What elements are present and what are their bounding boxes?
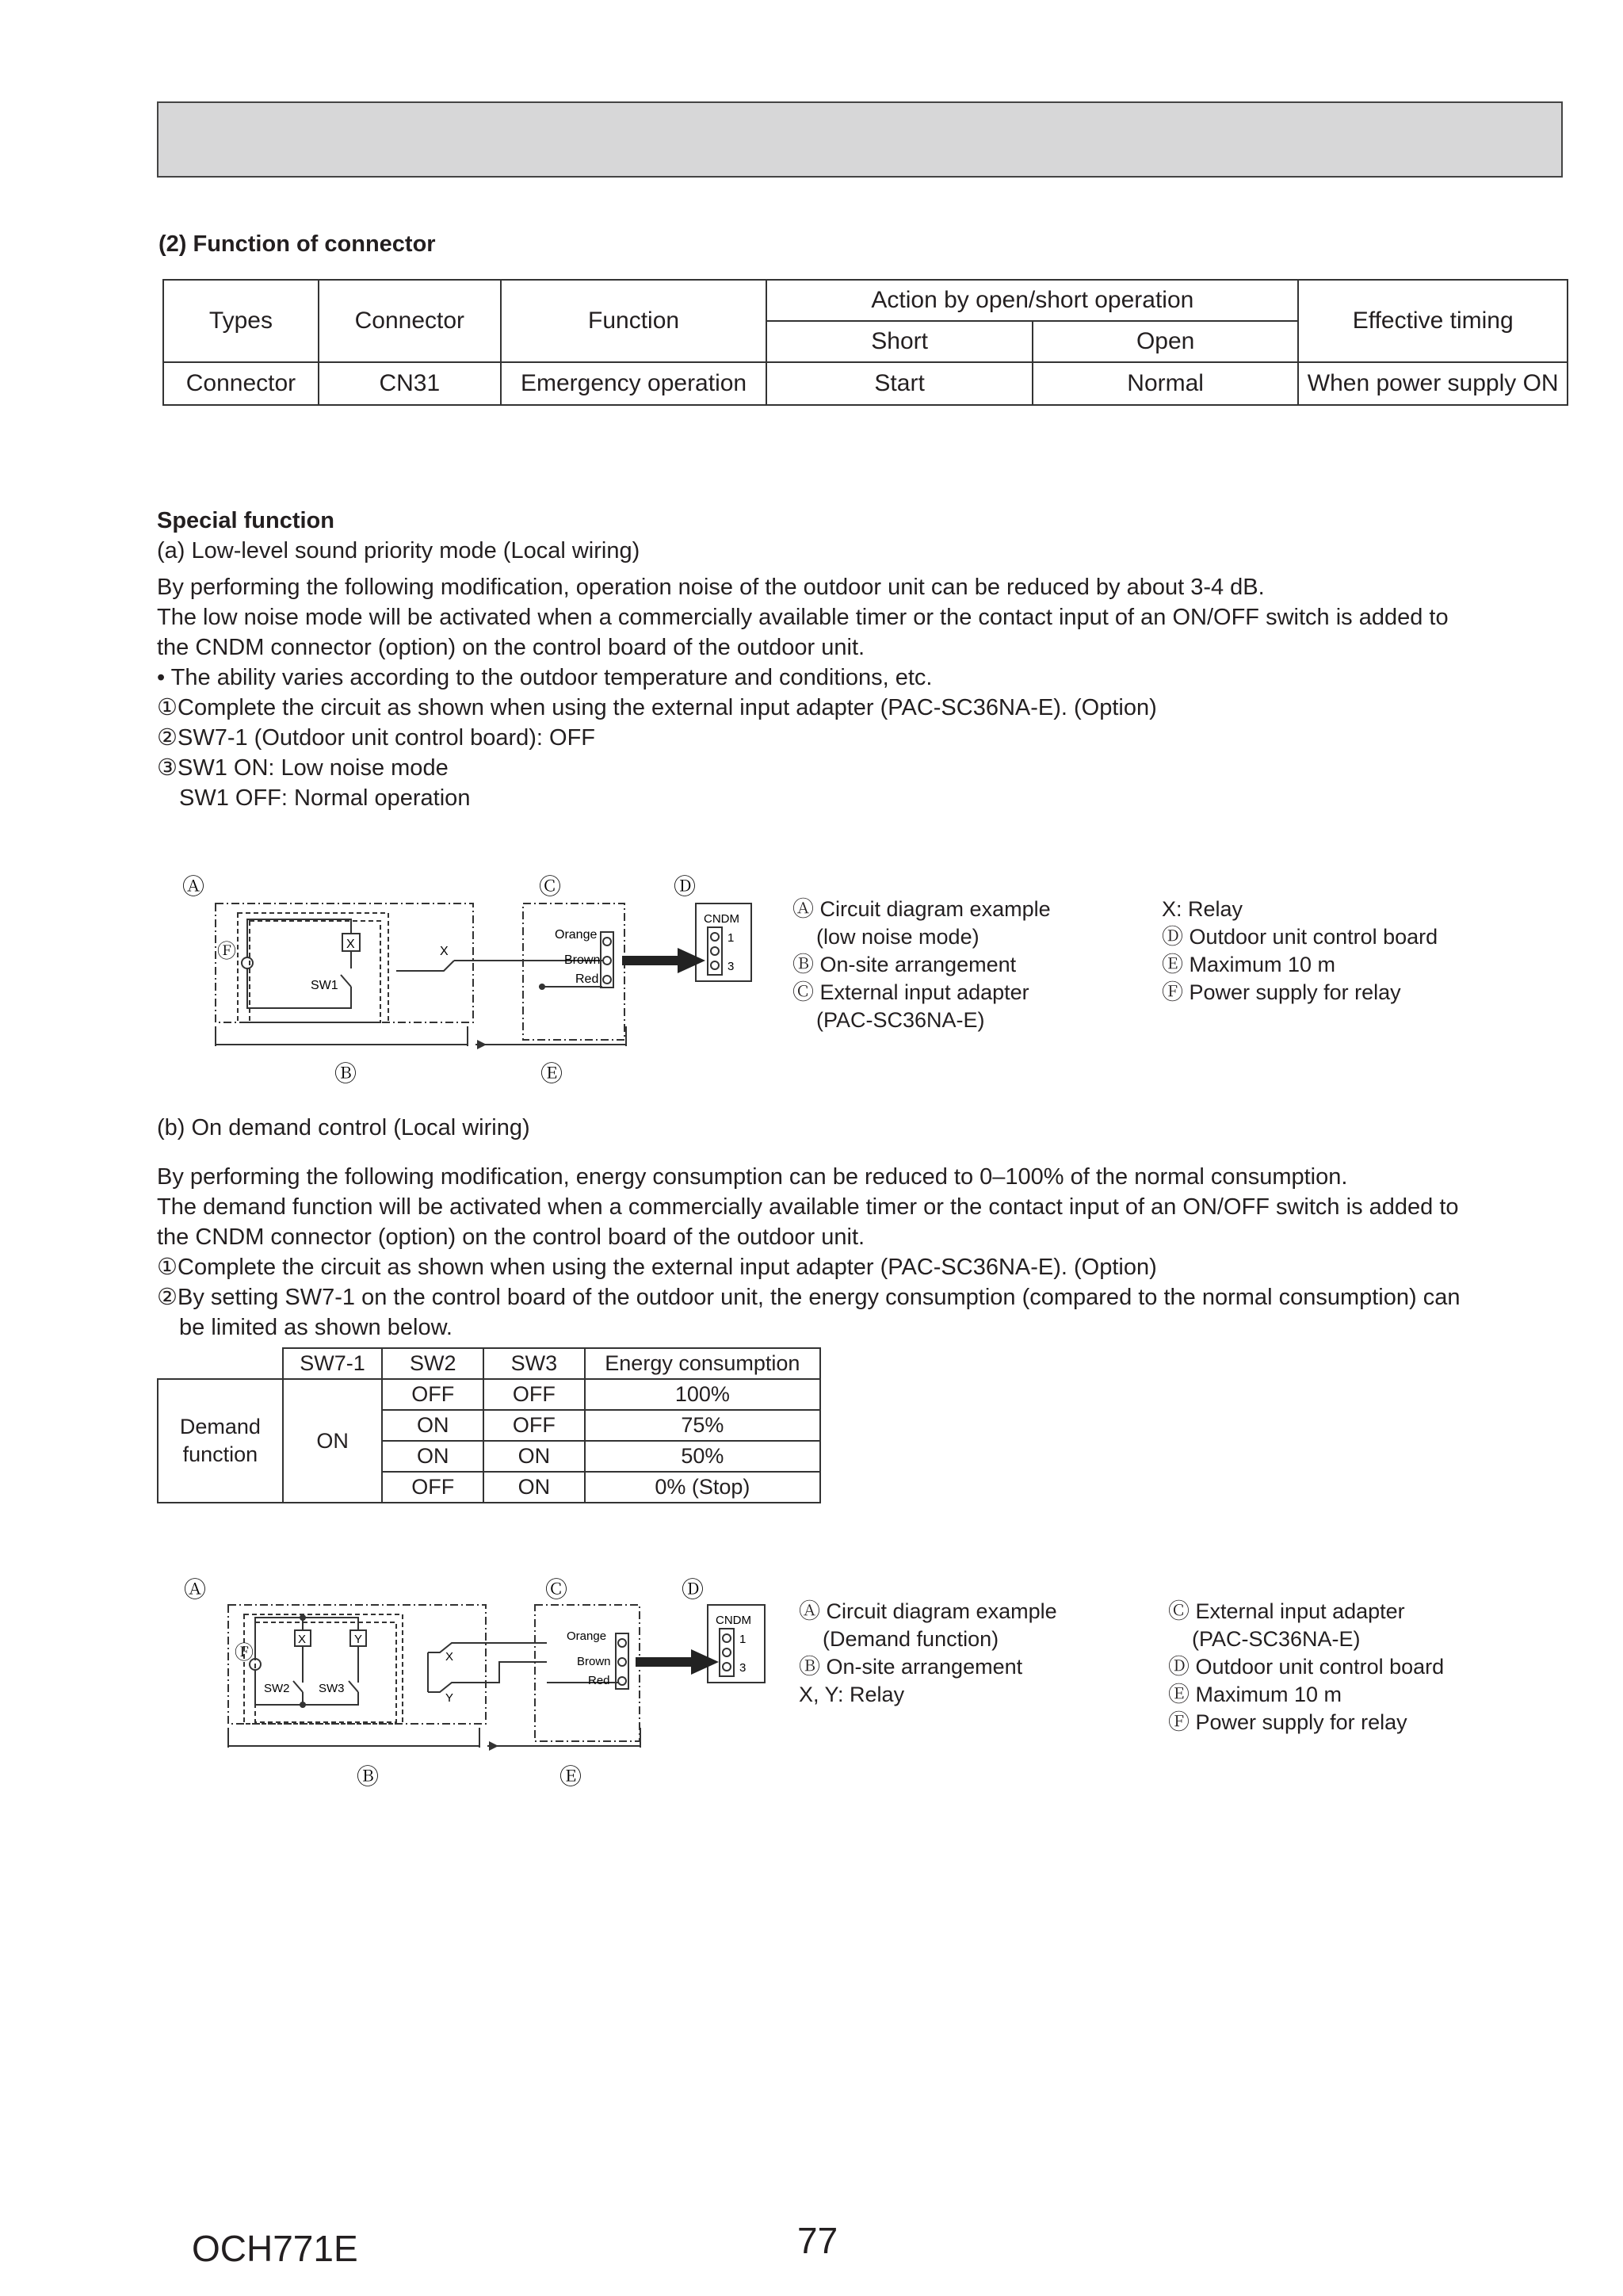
b-title: (b) On demand control (Local wiring) <box>157 1115 530 1140</box>
a-line: ②SW7-1 (Outdoor unit control board): OFF <box>157 725 596 751</box>
cell-open: Normal <box>1033 362 1299 405</box>
legend-item: Ⓐ Circuit diagram example <box>792 897 1051 921</box>
legend-item: Ⓑ On-site arrangement <box>799 1655 1023 1679</box>
wire-orange-label: Orange <box>567 1629 607 1643</box>
cell-timing: When power supply ON <box>1298 362 1568 405</box>
cell-energy: 50% <box>585 1441 820 1472</box>
a-line: The low noise mode will be activated when a commercially available timer or the contact input of an ON/OFF switch is added to <box>157 605 1449 630</box>
relay-x-contact-label: X <box>440 945 449 958</box>
legend-item: (low noise mode) <box>816 925 980 949</box>
special-heading: Special function <box>157 508 334 533</box>
legend-item: (PAC-SC36NA-E) <box>1192 1627 1361 1651</box>
legend-item: Ⓒ External input adapter <box>792 980 1029 1004</box>
cell-sw2: ON <box>382 1441 483 1472</box>
cell-sw2: ON <box>382 1410 483 1441</box>
legend-item: Ⓓ Outdoor unit control board <box>1168 1655 1445 1679</box>
cell-energy: 100% <box>585 1379 820 1410</box>
pin3-label: 3 <box>727 960 735 973</box>
header-sw3: SW3 <box>483 1348 585 1379</box>
special-function-a <box>157 506 1575 813</box>
cell-short: Start <box>766 362 1033 405</box>
cell-sw3: ON <box>483 1441 585 1472</box>
marker-b: Ⓑ <box>357 1764 380 1789</box>
a-line: ③SW1 ON: Low noise mode <box>157 755 449 781</box>
marker-e: Ⓔ <box>540 1061 563 1086</box>
cell-sw3: ON <box>483 1472 585 1503</box>
cndm-label: CNDM <box>716 1614 751 1627</box>
legend-item: (Demand function) <box>823 1627 999 1651</box>
sw3-label: SW3 <box>319 1682 345 1695</box>
connector-table <box>162 279 1568 406</box>
pin3-label: 3 <box>739 1661 747 1675</box>
sw71-value: ON <box>283 1379 383 1503</box>
cell-energy: 75% <box>585 1410 820 1441</box>
diagram1-legend-right <box>1162 896 1438 1007</box>
marker-d: Ⓓ <box>682 1577 705 1602</box>
circuit-diagram-low-noise <box>158 864 792 1094</box>
sw1-label: SW1 <box>311 979 338 992</box>
header-timing: Effective timing <box>1298 280 1568 362</box>
header-action: Action by open/short operation <box>766 280 1298 321</box>
special-function-b <box>157 1113 1575 1343</box>
marker-c: Ⓒ <box>545 1577 568 1602</box>
b-line: the CNDM connector (option) on the control board of the outdoor unit. <box>157 1224 865 1250</box>
page-number: 77 <box>797 2220 838 2261</box>
legend-item: Ⓐ Circuit diagram example <box>799 1599 1057 1623</box>
header-bar <box>157 101 1563 178</box>
b-line: ①Complete the circuit as shown when using the external input adapter (PAC-SC36NA-E). (Option) <box>157 1255 1157 1280</box>
legend-item: Ⓒ External input adapter <box>1168 1599 1405 1623</box>
cell-function: Emergency operation <box>501 362 767 405</box>
relay-y-coil-label: Y <box>354 1633 363 1646</box>
header-connector: Connector <box>319 280 501 362</box>
cell-sw3: OFF <box>483 1410 585 1441</box>
legend-item: X, Y: Relay <box>799 1683 905 1706</box>
a-line: • The ability varies according to the outdoor temperature and conditions, etc. <box>157 665 933 690</box>
a-line: ①Complete the circuit as shown when using the external input adapter (PAC-SC36NA-E). (Option) <box>157 695 1157 720</box>
legend-item: Ⓔ Maximum 10 m <box>1168 1683 1342 1706</box>
cell-sw3: OFF <box>483 1379 585 1410</box>
wire-orange-label: Orange <box>555 928 598 942</box>
header-types: Types <box>163 280 319 362</box>
cell-energy: 0% (Stop) <box>585 1472 820 1503</box>
cell-types: Connector <box>163 362 319 405</box>
relay-x-coil-label: X <box>346 938 355 951</box>
relay-x-coil-label: X <box>298 1633 307 1646</box>
header-function: Function <box>501 280 767 362</box>
wire-red-label: Red <box>575 972 599 986</box>
pin1-label: 1 <box>739 1633 747 1646</box>
header-sw71: SW7-1 <box>283 1348 383 1379</box>
legend-item: Ⓕ Power supply for relay <box>1162 980 1401 1004</box>
marker-c: Ⓒ <box>539 874 562 899</box>
header-sw2: SW2 <box>382 1348 483 1379</box>
legend-item: Ⓓ Outdoor unit control board <box>1162 925 1438 949</box>
demand-table <box>157 1347 821 1503</box>
marker-b: Ⓑ <box>334 1061 357 1086</box>
marker-d: Ⓓ <box>674 874 697 899</box>
cell-sw2: OFF <box>382 1379 483 1410</box>
cell-connector: CN31 <box>319 362 501 405</box>
relay-x-contact-label: X <box>445 1650 454 1664</box>
header-open: Open <box>1033 321 1299 362</box>
pin1-label: 1 <box>727 931 735 945</box>
wire-red-label: Red <box>588 1674 610 1687</box>
diagram1-legend-left <box>792 896 1051 1034</box>
a-title: (a) Low-level sound priority mode (Local wiring) <box>157 538 640 563</box>
a-line: SW1 OFF: Normal operation <box>179 785 471 811</box>
marker-a: Ⓐ <box>182 874 205 899</box>
b-line: be limited as shown below. <box>179 1315 453 1340</box>
wire-brown-label: Brown <box>577 1655 611 1668</box>
marker-e: Ⓔ <box>559 1764 582 1789</box>
marker-a: Ⓐ <box>184 1577 207 1602</box>
sw2-label: SW2 <box>264 1682 290 1695</box>
circuit-diagram-demand <box>166 1565 800 1795</box>
b-line: By performing the following modification, energy consumption can be reduced to 0–100% of the normal consumption. <box>157 1164 1348 1190</box>
wire-brown-label: Brown <box>564 953 601 967</box>
a-line: By performing the following modification, operation noise of the outdoor unit can be reduced by about 3-4 dB. <box>157 575 1265 600</box>
b-line: ②By setting SW7-1 on the control board of the outdoor unit, the energy consumption (compared to the normal consumption) can <box>157 1285 1461 1310</box>
diagram2-legend-right <box>1168 1598 1444 1736</box>
legend-item: X: Relay <box>1162 897 1243 921</box>
demand-label: Demand function <box>158 1379 283 1503</box>
legend-item: Ⓑ On-site arrangement <box>792 953 1017 976</box>
marker-f: Ⓕ <box>217 941 236 962</box>
b-line: The demand function will be activated when a commercially available timer or the contact input of an ON/OFF switch is added to <box>157 1194 1459 1220</box>
marker-f: Ⓕ <box>235 1642 254 1664</box>
legend-item: Ⓕ Power supply for relay <box>1168 1710 1407 1734</box>
section-title: (2) Function of connector <box>158 231 436 257</box>
relay-y-contact-label: Y <box>445 1691 454 1705</box>
diagram2-legend-left <box>799 1598 1057 1709</box>
footer-model: OCH771E <box>192 2228 358 2269</box>
header-short: Short <box>766 321 1033 362</box>
cndm-label: CNDM <box>704 912 739 926</box>
legend-item: (PAC-SC36NA-E) <box>816 1008 985 1032</box>
cell-sw2: OFF <box>382 1472 483 1503</box>
a-line: the CNDM connector (option) on the control board of the outdoor unit. <box>157 635 865 660</box>
header-energy: Energy consumption <box>585 1348 820 1379</box>
legend-item: Ⓔ Maximum 10 m <box>1162 953 1336 976</box>
